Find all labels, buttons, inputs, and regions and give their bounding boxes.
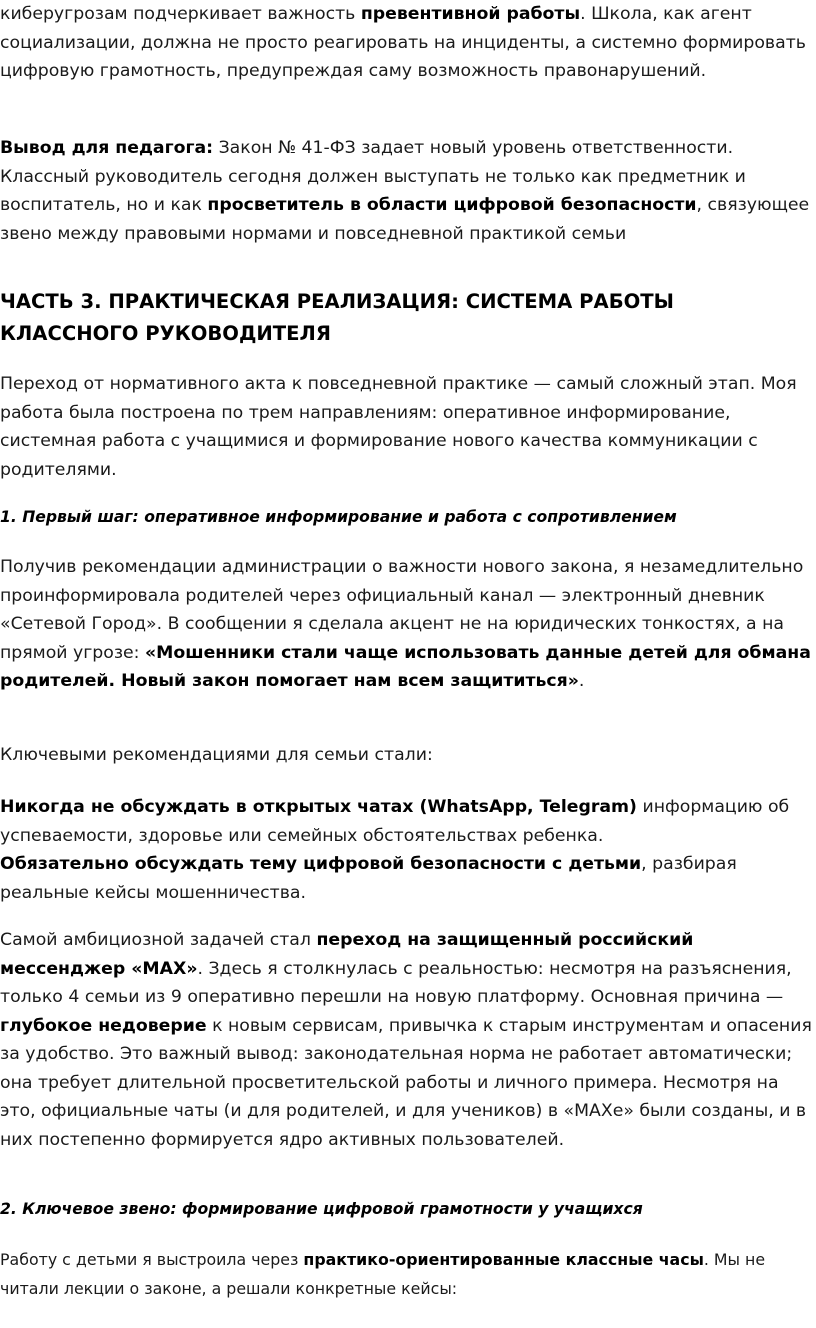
text-run: Закон № 41-ФЗ задает новый уровень ответственности. Классный руководитель сегодня должен выступать не только как предметник и воспитатель, но и как (0, 138, 746, 215)
text-run: . (578, 671, 585, 691)
text-run: Получив рекомендации администрации о важности нового закона, я незамедлительно проинформировала родителей через официальный канал — электронный дневник «Сетевой Город». В сообщении я сделала акцент не на юридических тонкостях, а на прямой угрозе: (0, 557, 804, 663)
paragraph-teacher-conclusion (0, 134, 816, 248)
text-run: . Мы не читали лекции о законе, а решали конкретные кейсы: (0, 1250, 766, 1298)
bold-run: Обязательно обсуждать тему цифровой безопасности с детьми (0, 854, 642, 874)
paragraph-prevention (0, 0, 816, 86)
text-run: . Здесь я столкнулась с реальностью: несмотря на разъяснения, только 4 семьи из 9 оперативно перешли на новую платформу. Основная причина — (0, 958, 792, 1007)
text-run: . Школа, как агент социализации, должна не просто реагировать на инциденты, а системно формировать цифровую грамотность, предупреждая саму возможность правонарушений. (0, 4, 806, 81)
section-heading-part3: ЧАСТЬ 3. ПРАКТИЧЕСКАЯ РЕАЛИЗАЦИЯ: СИСТЕМА РАБОТЫ КЛАССНОГО РУКОВОДИТЕЛЯ (0, 290, 674, 345)
bold-run: Никогда не обсуждать в открытых чатах (WhatsApp, Telegram) (0, 797, 637, 817)
bold-run: превентивной работы (360, 4, 581, 24)
text-run: Самой амбициозной задачей стал (0, 930, 317, 950)
text-run: , разбирая реальные кейсы мошенничества. (0, 854, 737, 903)
subheading-key-link: 2. Ключевое звено: формирование цифровой грамотности у учащихся (0, 1200, 643, 1218)
paragraph-max-messenger (0, 926, 816, 1154)
bold-run: практико-ориентированные классные часы (303, 1250, 704, 1269)
paragraph-class-hours (0, 1245, 816, 1303)
subheading-first-step: 1. Первый шаг: оперативное информирование и работа с сопротивлением (0, 508, 677, 526)
paragraph-transition: Переход от нормативного акта к повседневной практике — самый сложный этап. Моя работа была построена по трем направлениям: оперативное информирование, системная работа с учащимися и формирование нового качества коммуникации с родителями. (0, 374, 797, 480)
bold-run: просветитель в области цифровой безопасности (207, 195, 697, 215)
text-run: , связующее звено между правовыми нормами и повседневной практикой семьи (0, 195, 810, 244)
paragraph-key-recommendations: Ключевыми рекомендациями для семьи стали: (0, 745, 433, 765)
bold-run: переход на защищенный российский мессенджер «MAX» (0, 930, 694, 979)
text-run: Работу с детьми я выстроила через (0, 1250, 304, 1269)
text-run: киберугрозам подчеркивает важность (0, 4, 361, 24)
bold-run: глубокое недоверие (0, 1015, 207, 1036)
paragraph-informing-parents (0, 553, 816, 696)
paragraph-recommendations-list (0, 793, 816, 907)
text-run: информацию об успеваемости, здоровье или семейных обстоятельствах ребенка. (0, 797, 790, 846)
bold-run: Вывод для педагога: (0, 138, 214, 158)
bold-run: «Мошенники стали чаще использовать данные детей для обмана родителей. Новый закон помогает нам всем защититься» (0, 642, 811, 691)
text-run: к новым сервисам, привычка к старым инструментам и опасения за удобство. Это важный вывод: законодательная норма не работает автоматически; она требует длительной просветительской работы и личного примера. Несмотря на это, официальные чаты (и для родителей, и для учеников) в «MAXе» были созданы, и в них постепенно формируется ядро активных пользователей. (0, 1015, 812, 1150)
